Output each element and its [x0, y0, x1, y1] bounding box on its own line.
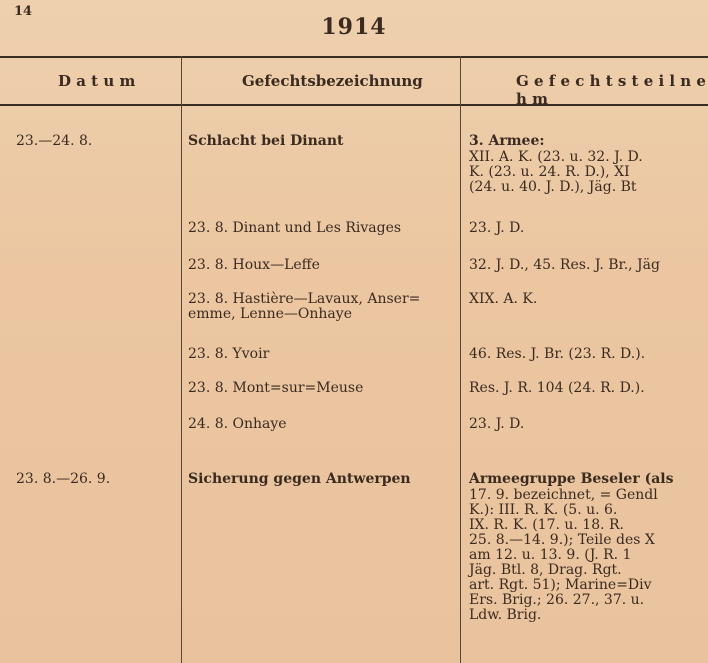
row-participants: 17. 9. bezeichnet, = Gendl K.): III. R. K. (5. u. 6. IX. R. K. (17. u. 18. R. 25. 8.—14. 9.); Teile des X am 12. u. 13. 9. (J. R. 1 Jäg. Btl. 8, Drag. Rgt. art. Rgt. 51); Marine=Div Ers. Brig.; 26. 27., 37. u. Ldw. Brig. — [469, 487, 658, 623]
row-battle-name: Schlacht bei Dinant — [188, 133, 344, 149]
column-divider — [460, 56, 461, 663]
row-participants: XIX. A. K. — [469, 291, 538, 307]
row-participants-heading: 3. Armee: — [469, 133, 545, 149]
row-battle-name: 23. 8. Mont=sur=Meuse — [188, 380, 364, 396]
row-battle-name: Sicherung gegen Antwerpen — [188, 471, 411, 487]
row-battle-name: 23. 8. Yvoir — [188, 346, 270, 362]
row-battle-name: 23. 8. Hastière—Lavaux, Anser= emme, Lenne—Onhaye — [188, 291, 421, 322]
page-title-year: 1914 — [321, 14, 387, 40]
row-participants: 46. Res. J. Br. (23. R. D.). — [469, 346, 646, 362]
row-participants: 32. J. D., 45. Res. J. Br., Jäg — [469, 257, 660, 273]
row-participants-heading: Armeegruppe Beseler (als — [469, 471, 674, 487]
row-battle-name: 24. 8. Onhaye — [188, 416, 287, 432]
header-datum: D a t u m — [58, 72, 136, 90]
row-battle-name: 23. 8. Dinant und Les Rivages — [188, 220, 402, 236]
row-date: 23. 8.—26. 9. — [16, 471, 111, 487]
column-divider — [181, 56, 182, 663]
row-participants: 23. J. D. — [469, 220, 525, 236]
header-gefechtsbezeichnung: Gefechtsbezeichnung — [242, 72, 423, 90]
page-number: 14 — [14, 4, 33, 19]
table-top-rule — [0, 56, 708, 58]
row-date: 23.—24. 8. — [16, 133, 93, 149]
row-participants: Res. J. R. 104 (24. R. D.). — [469, 380, 645, 396]
row-participants: XII. A. K. (23. u. 32. J. D. K. (23. u. 24. R. D.), XI (24. u. 40. J. D.), Jäg. Bt — [469, 149, 643, 195]
row-participants: 23. J. D. — [469, 416, 525, 432]
header-gefechtsteilnehmer: G e f e c h t s t e i l n e h m — [516, 72, 706, 108]
row-battle-name: 23. 8. Houx—Leffe — [188, 257, 320, 273]
